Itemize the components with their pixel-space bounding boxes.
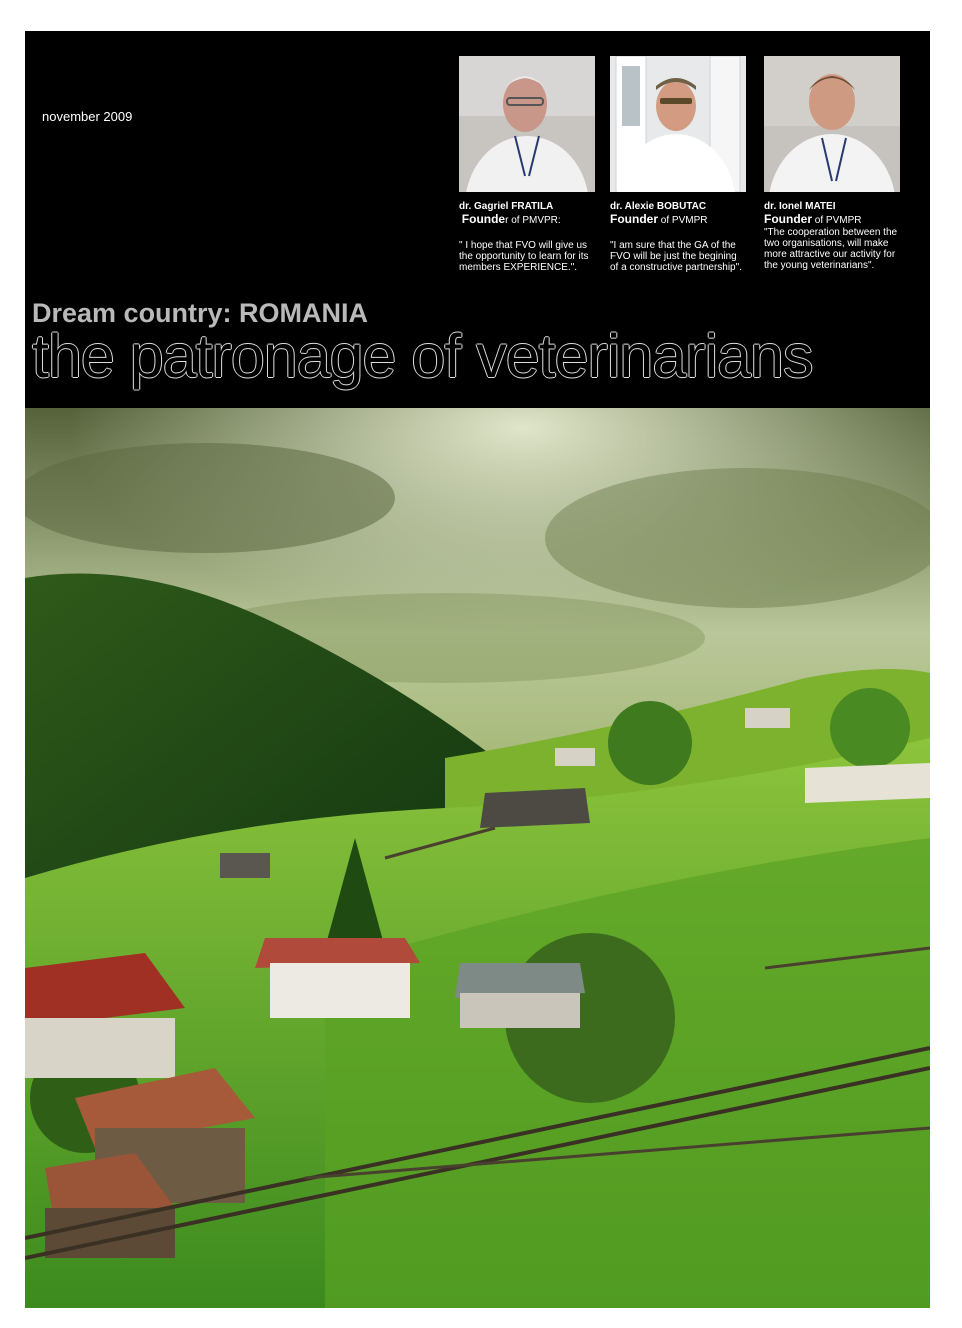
person-name: dr. Ionel MATEI <box>764 201 836 212</box>
header-panel <box>25 31 930 408</box>
person-role: Founder of PVMPR <box>610 212 708 226</box>
portrait-photo-bobutac <box>610 56 746 192</box>
person-name: dr. Alexie BOBUTAC <box>610 201 707 212</box>
person-name: dr. Gagriel FRATILA <box>459 201 554 212</box>
person-role: Founder of PVMPR <box>764 212 862 226</box>
page-title: the patronage of veterinarians <box>32 322 813 390</box>
person-card-matei <box>764 56 900 271</box>
kicker-headline: Dream country: ROMANIA <box>32 298 369 328</box>
person-card-fratila <box>459 56 595 273</box>
portrait-photo-fratila <box>459 56 595 192</box>
person-quote: " I hope that FVO will give us the opportunity to learn for its members EXPERIENCE.". <box>459 240 589 273</box>
person-quote: "I am sure that the GA of the FVO will be just the begining of a constructive partnership". <box>610 240 742 273</box>
portrait-photo-matei <box>764 56 900 192</box>
village-landscape-photo <box>25 408 930 1308</box>
issue-date: november 2009 <box>42 109 133 124</box>
person-quote: "The cooperation between the two organisations, will make more attractive our activity for the young veterinarians". <box>764 227 898 271</box>
person-role: Founder of PMVPR: <box>461 212 561 226</box>
person-card-bobutac <box>610 56 746 273</box>
